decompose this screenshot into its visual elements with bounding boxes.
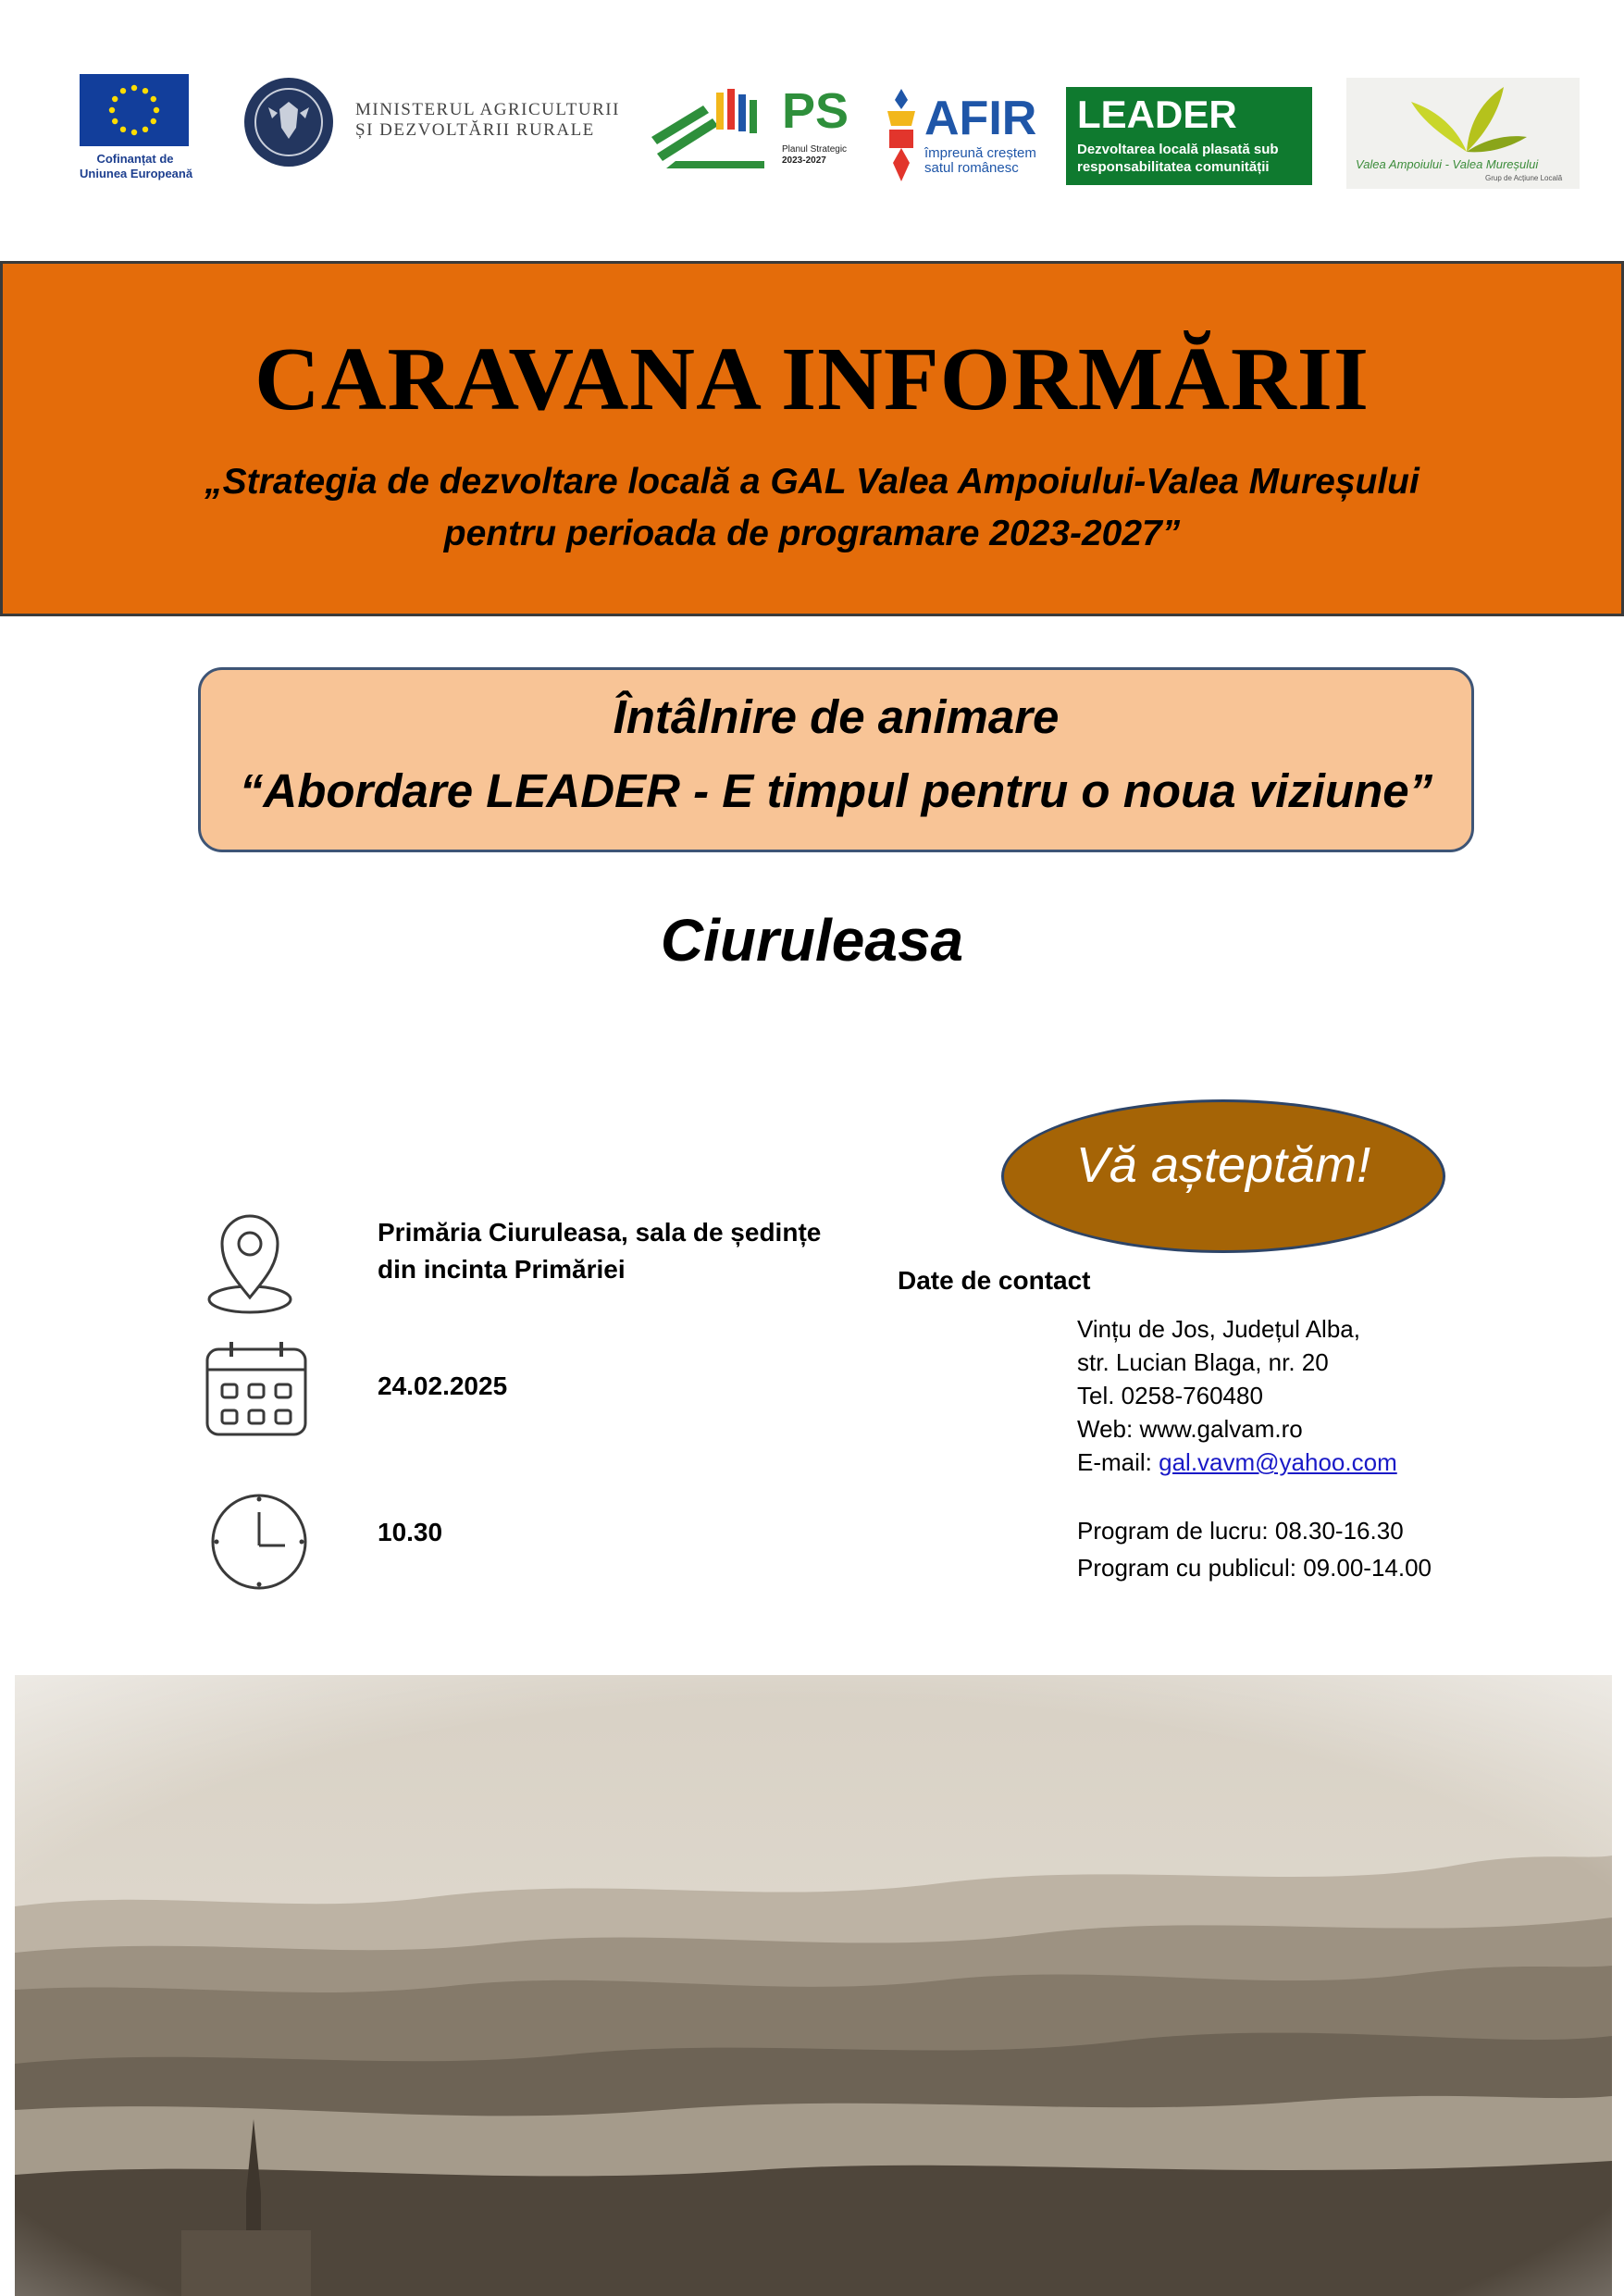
ps-subtitle-1: Planul Strategic xyxy=(782,144,848,155)
email-label: E-mail: xyxy=(1077,1448,1159,1476)
clock-icon xyxy=(209,1492,309,1596)
location-pin-icon xyxy=(204,1210,296,1321)
contact-address-1: Vințu de Jos, Județul Alba, xyxy=(1077,1315,1360,1343)
afir-subtitle-2: satul românesc xyxy=(924,160,1019,176)
afir-text: AFIR xyxy=(924,92,1037,145)
contact-heading: Date de contact xyxy=(898,1266,1091,1295)
leaf-icon xyxy=(1402,83,1531,157)
event-date: 24.02.2025 xyxy=(378,1371,508,1400)
landscape-photo xyxy=(15,1675,1612,2296)
ps-logo xyxy=(648,83,861,185)
ps-text: PS xyxy=(782,83,849,139)
meeting-box xyxy=(198,667,1474,852)
eu-logo xyxy=(80,74,191,181)
eu-caption-2: Uniunea Europeană xyxy=(80,167,193,180)
event-time: 10.30 xyxy=(378,1518,443,1546)
meeting-theme: “Abordare LEADER - E timpul pentru o noua viziune” xyxy=(239,764,1433,817)
contact-details xyxy=(1077,1312,1397,1479)
event-place-line-1: Primăria Ciuruleasa, sala de ședințe xyxy=(378,1218,822,1247)
afir-subtitle-1: împreună creștem xyxy=(924,145,1036,161)
program-public: Program cu publicul: 09.00-14.00 xyxy=(1077,1554,1432,1582)
invite-badge xyxy=(1001,1099,1445,1253)
event-place-line-2: din incinta Primăriei xyxy=(378,1255,626,1284)
gal-subtitle: Grup de Acțiune Locală xyxy=(1485,174,1563,182)
eu-caption-1: Cofinanțat de xyxy=(96,152,174,166)
meeting-type: Întâlnire de animare xyxy=(613,690,1060,743)
event-place xyxy=(378,1214,821,1288)
afir-logo xyxy=(884,89,1050,191)
contact-web: Web: www.galvam.ro xyxy=(1077,1415,1303,1443)
ps-subtitle-2: 2023-2027 xyxy=(782,155,826,166)
contact-email-line xyxy=(1077,1446,1397,1479)
ministry-line-1: MINISTERUL AGRICULTURII xyxy=(355,100,620,119)
ministry-name xyxy=(355,100,620,141)
calendar-icon xyxy=(204,1340,309,1445)
contact-address-2: str. Lucian Blaga, nr. 20 xyxy=(1077,1348,1329,1376)
email-link[interactable]: gal.vavm@yahoo.com xyxy=(1159,1448,1397,1476)
ministry-line-2: ȘI DEZVOLTĂRII RURALE xyxy=(355,120,595,140)
afir-emblem-icon xyxy=(884,89,919,185)
program-work: Program de lucru: 08.30-16.30 xyxy=(1077,1517,1404,1545)
banner-subtitle xyxy=(3,456,1621,560)
program-hours xyxy=(1077,1512,1432,1586)
leader-logo xyxy=(1066,87,1312,185)
ps-subtitle xyxy=(782,144,847,167)
ministry-logo xyxy=(242,76,631,168)
location-title: Ciuruleasa xyxy=(660,907,964,974)
leader-title: LEADER xyxy=(1077,93,1237,136)
government-seal-icon xyxy=(242,76,337,173)
gal-logo xyxy=(1346,78,1580,189)
banner-subtitle-line-2: pentru perioada de programare 2023-2027” xyxy=(443,514,1181,553)
ps-stripes-icon xyxy=(648,87,768,174)
eu-flag-icon xyxy=(80,74,189,146)
gal-name: Valea Ampoiului - Valea Mureșului xyxy=(1356,157,1539,171)
banner-subtitle-line-1: „Strategia de dezvoltare locală a GAL Valea Ampoiului-Valea Mureșului xyxy=(205,462,1419,502)
page-title: CARAVANA INFORMĂRII xyxy=(254,329,1370,429)
contact-phone: Tel. 0258-760480 xyxy=(1077,1382,1263,1409)
title-banner xyxy=(0,261,1624,616)
leader-subtitle: Dezvoltarea locală plasată sub responsabilitatea comunității xyxy=(1077,142,1279,175)
invite-text: Vă așteptăm! xyxy=(1075,1137,1371,1193)
afir-subtitle xyxy=(924,146,1036,176)
